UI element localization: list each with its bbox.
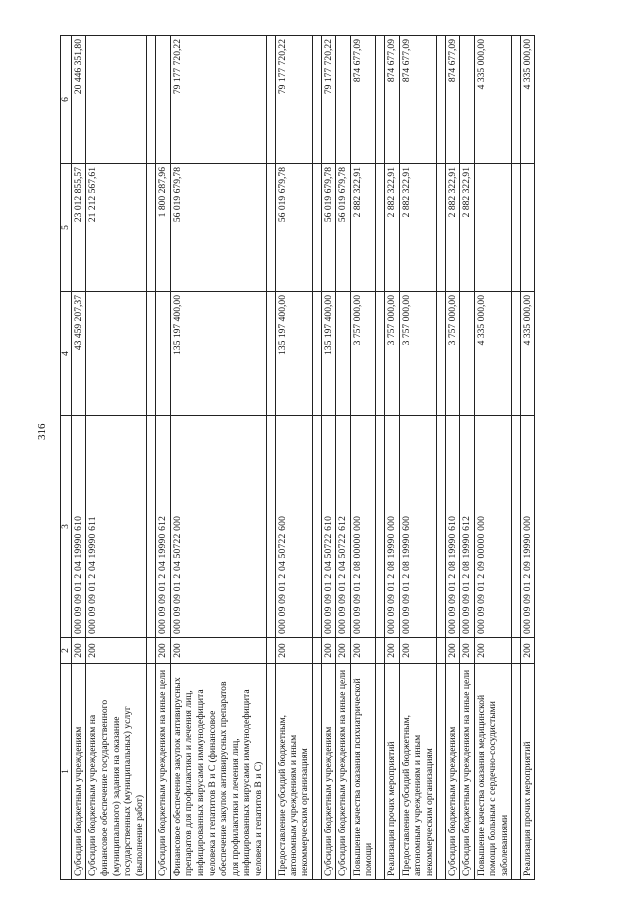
gap-cell [147,164,156,292]
header-row [61,36,72,880]
row-unexecuted: 4 335 000,00 [474,36,511,164]
row-classifier: 000 09 09 01 2 04 50722 610 [321,416,335,638]
report-table-rotated [60,36,580,880]
table-row [170,36,266,880]
row-executed [474,164,511,292]
row-unexecuted [336,36,350,164]
row-unexecuted [86,36,147,164]
header-cell-2: 2 [61,638,72,664]
group-gap [437,36,446,880]
table-row [521,36,535,880]
row-name: Реализация прочих мероприятий [521,664,535,880]
row-classifier: 000 09 09 01 2 08 19990 612 [460,416,474,638]
row-unexecuted: 874 677,09 [446,36,460,164]
table-row [350,36,376,880]
table-row [385,36,399,880]
gap-cell [312,416,321,638]
row-approved [86,292,147,416]
header-cell-4: 4 [61,292,72,416]
row-code: 200 [399,638,436,664]
row-approved: 4 335 000,00 [474,292,511,416]
row-executed: 2 882 322,91 [446,164,460,292]
gap-cell [312,638,321,664]
table-row [156,36,170,880]
row-executed: 2 882 322,91 [350,164,376,292]
row-code: 200 [385,638,399,664]
row-executed: 56 019 679,78 [275,164,312,292]
row-unexecuted: 79 177 720,22 [321,36,335,164]
row-classifier: 000 09 09 01 2 04 19990 611 [86,416,147,638]
gap-cell [437,36,446,164]
row-approved [336,292,350,416]
table-row [446,36,460,880]
row-executed: 2 882 322,91 [460,164,474,292]
row-classifier: 000 09 09 01 2 04 50722 600 [275,416,312,638]
table-body [72,36,535,880]
row-code: 200 [460,638,474,664]
gap-cell [512,664,521,880]
header-cell-3: 3 [61,416,72,638]
row-unexecuted [460,36,474,164]
row-name: Реализация прочих мероприятий [385,664,399,880]
table-row [275,36,312,880]
row-classifier: 000 09 09 01 2 08 19990 600 [399,416,436,638]
row-name: Предоставление субсидий бюджетным, автономным учреждениям и иным некоммерческим организациям [275,664,312,880]
page-number: 316 [36,423,48,440]
budget-table [60,35,535,880]
group-gap [312,36,321,880]
gap-cell [437,292,446,416]
row-approved: 43 459 207,37 [72,292,86,416]
row-code: 200 [350,638,376,664]
row-code: 200 [156,638,170,664]
gap-cell [376,416,385,638]
row-approved: 3 757 000,00 [385,292,399,416]
row-name: Субсидии бюджетным учреждениям на иные цели [156,664,170,880]
row-classifier: 000 09 09 01 2 08 00000 000 [350,416,376,638]
row-code: 200 [170,638,266,664]
row-classifier: 000 09 09 01 2 04 50722 612 [336,416,350,638]
row-unexecuted: 874 677,09 [399,36,436,164]
row-code: 200 [321,638,335,664]
row-approved: 3 757 000,00 [399,292,436,416]
row-code: 200 [446,638,460,664]
gap-cell [147,664,156,880]
table-row [86,36,147,880]
row-name: Субсидии бюджетным учреждениям на иные цели [336,664,350,880]
table-row [460,36,474,880]
gap-cell [266,36,275,164]
gap-cell [437,638,446,664]
row-executed: 23 012 855,57 [72,164,86,292]
gap-cell [312,292,321,416]
row-name: Повышение качества оказания медицинской помощи больным с сердечно-сосудистыми заболеваниями [474,664,511,880]
row-name: Субсидии бюджетным учреждениям [72,664,86,880]
row-unexecuted [156,36,170,164]
group-gap [147,36,156,880]
row-unexecuted: 874 677,09 [350,36,376,164]
row-unexecuted: 874 677,09 [385,36,399,164]
gap-cell [437,164,446,292]
table-row [474,36,511,880]
gap-cell [376,292,385,416]
row-code: 200 [336,638,350,664]
row-executed: 56 019 679,78 [321,164,335,292]
row-executed: 2 882 322,91 [399,164,436,292]
row-executed: 2 882 322,91 [385,164,399,292]
row-classifier: 000 09 09 01 2 08 19990 610 [446,416,460,638]
gap-cell [376,164,385,292]
gap-cell [376,638,385,664]
row-approved [460,292,474,416]
row-executed: 56 019 679,78 [336,164,350,292]
gap-cell [437,664,446,880]
row-code: 200 [275,638,312,664]
row-approved: 135 197 400,00 [275,292,312,416]
row-approved: 135 197 400,00 [321,292,335,416]
row-code: 200 [474,638,511,664]
gap-cell [147,292,156,416]
gap-cell [266,416,275,638]
gap-cell [512,164,521,292]
row-executed [521,164,535,292]
row-name: Субсидии бюджетным учреждениям [446,664,460,880]
gap-cell [266,292,275,416]
table-row [72,36,86,880]
header-cell-6: 6 [61,36,72,164]
gap-cell [266,664,275,880]
row-approved: 4 335 000,00 [521,292,535,416]
row-name: Субсидии бюджетным учреждениям на иные цели [460,664,474,880]
header-cell-5: 5 [61,164,72,292]
row-executed: 21 212 567,61 [86,164,147,292]
row-approved: 3 757 000,00 [350,292,376,416]
gap-cell [147,638,156,664]
gap-cell [512,292,521,416]
row-classifier: 000 09 09 01 2 04 50722 000 [170,416,266,638]
row-executed: 1 800 287,96 [156,164,170,292]
row-classifier: 000 09 09 01 2 09 19990 000 [521,416,535,638]
gap-cell [147,416,156,638]
gap-cell [512,638,521,664]
group-gap [512,36,521,880]
group-gap [376,36,385,880]
gap-cell [376,36,385,164]
gap-cell [147,36,156,164]
row-unexecuted: 79 177 720,22 [275,36,312,164]
header-cell-1: 1 [61,664,72,880]
row-name: Субсидии бюджетным учреждениям на финансовое обеспечение государственного (муниципального) задания на оказание государственных (муниципальных) услуг (выполнение работ) [86,664,147,880]
row-executed: 56 019 679,78 [170,164,266,292]
row-code: 200 [86,638,147,664]
row-unexecuted: 20 446 351,80 [72,36,86,164]
row-approved [156,292,170,416]
table-row [399,36,436,880]
gap-cell [312,36,321,164]
gap-cell [512,416,521,638]
gap-cell [266,164,275,292]
row-approved: 3 757 000,00 [446,292,460,416]
row-classifier: 000 09 09 01 2 08 19990 000 [385,416,399,638]
row-classifier: 000 09 09 01 2 04 19990 610 [72,416,86,638]
gap-cell [312,164,321,292]
row-name: Субсидии бюджетным учреждениям [321,664,335,880]
row-name: Финансовое обеспечение закупок антивирусных препаратов для профилактики и лечения лиц, инфицированных вирусами иммунодефицита человека и гепатитов B и C (финансовое обеспечение закупок антивирусных препаратов для профилактики и лечения лиц, инфицированных вирусами иммунодефицита человека и гепатитов B и C) [170,664,266,880]
row-code: 200 [72,638,86,664]
row-classifier: 000 09 09 01 2 09 00000 000 [474,416,511,638]
gap-cell [312,664,321,880]
row-name: Повышение качества оказания психиатрической помощи [350,664,376,880]
gap-cell [376,664,385,880]
row-unexecuted: 4 335 000,00 [521,36,535,164]
gap-cell [512,36,521,164]
row-code: 200 [521,638,535,664]
table-row [321,36,335,880]
row-classifier: 000 09 09 01 2 04 19990 612 [156,416,170,638]
table-row [336,36,350,880]
gap-cell [266,638,275,664]
row-name: Предоставление субсидий бюджетным, автономным учреждениям и иным некоммерческим организациям [399,664,436,880]
row-unexecuted: 79 177 720,22 [170,36,266,164]
group-gap [266,36,275,880]
gap-cell [437,416,446,638]
row-approved: 135 197 400,00 [170,292,266,416]
